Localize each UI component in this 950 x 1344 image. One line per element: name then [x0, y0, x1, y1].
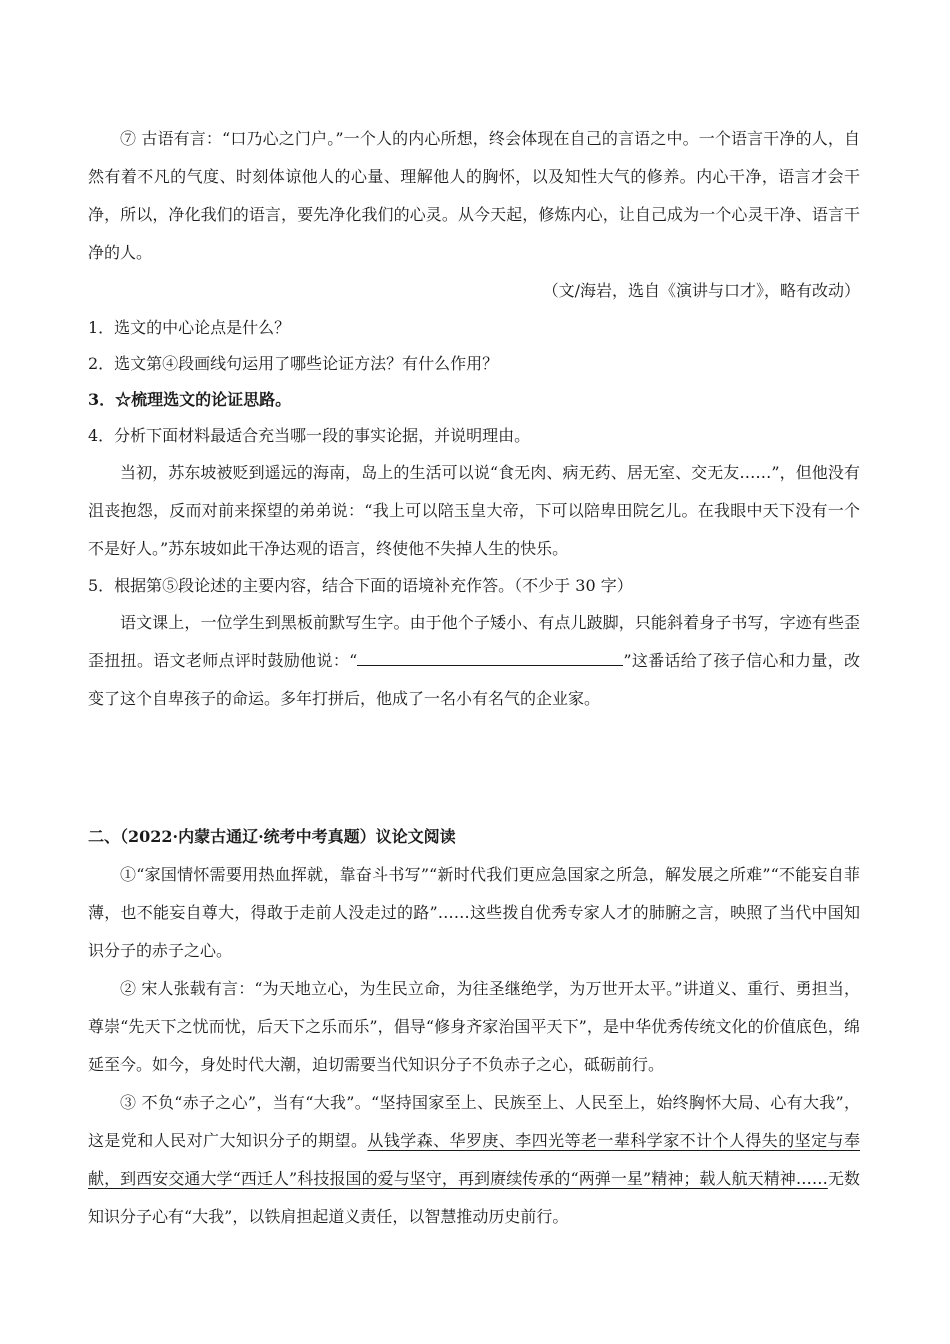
section-2-title: 二、（2022·内蒙古通辽·统考中考真题）议论文阅读 — [88, 827, 456, 846]
context-before: 语文课上，一位学生到黑板前默写生字。由于他个子矮小、有点儿跛脚，只能斜着身子书写，字迹有些歪歪扭扭。语文老师点评时鼓励他说：“ — [88, 613, 860, 670]
section-2-paragraph-3 — [88, 1084, 860, 1236]
answer-blank[interactable] — [357, 647, 623, 666]
question-3: 3．☆梳理选文的论证思路。 — [88, 390, 292, 409]
question-5: 5．根据第⑤段论述的主要内容，结合下面的语境补充作答。（不少于 30 字） — [88, 576, 633, 595]
section-2-paragraph-1: ①“家国情怀需要用热血挥就，靠奋斗书写”“新时代我们更应急国家之所急，解发展之所难”“不能妄自菲薄，也不能妄自尊大，得敢于走前人没走过的路”……这些拨自优秀专家人才的肺腑之言，映照了当代中国知识分子的赤子之心。 — [88, 865, 860, 960]
document-page — [88, 120, 860, 1236]
context-after: ”这番话给了孩子信心和力量，改变了这个自卑孩子的命运。多年打拼后，他成了一名小有名气的企业家。 — [88, 651, 860, 708]
paragraph-3-end: 无数知识分子心有“大我”，以铁肩担起道义责任，以智慧推动历史前行。 — [88, 1169, 860, 1226]
question-4-material: 当初，苏东坡被贬到遥远的海南，岛上的生活可以说“食无肉、病无药、居无室、交无友……”，但他没有沮丧抱怨，反而对前来探望的弟弟说：“我上可以陪玉皇大帝，下可以陪卑田院乞儿。在我眼中天下没有一个不是好人。”苏东坡如此干净达观的语言，终使他不失掉人生的快乐。 — [88, 463, 860, 558]
question-1: 1．选文的中心论点是什么？ — [88, 318, 291, 337]
question-2: 2．选文第④段画线句运用了哪些论证方法？有什么作用？ — [88, 354, 499, 373]
paragraph-7: ⑦ 古语有言：“口乃心之门户。”一个人的内心所想，终会体现在自己的言语之中。一个语言干净的人，自然有着不凡的气度、时刻体谅他人的心量、理解他人的胸怀，以及知性大气的修养。内心干净，语言才会干净，所以，净化我们的语言，要先净化我们的心灵。从今天起，修炼内心，让自己成为一个心灵干净、语言干净的人。 — [88, 129, 860, 262]
underlined-sentence: 从钱学森、华罗庚、李四光等老一辈科学家不计个人得失的坚定与奉献，到西安交通大学“西迁人”科技报国的爱与坚守，再到赓续传承的“两弹一星”精神；载人航天精神…… — [88, 1131, 860, 1188]
question-5-context — [88, 604, 860, 718]
question-4: 4．分析下面材料最适合充当哪一段的事实论据，并说明理由。 — [88, 426, 531, 445]
source-citation: （文/海岩，选自《演讲与口才》，略有改动） — [542, 281, 860, 300]
section-2-paragraph-2: ② 宋人张载有言：“为天地立心，为生民立命，为往圣继绝学，为万世开太平。”讲道义、重行、勇担当，尊崇“先天下之忧而忧，后天下之乐而乐”，倡导“修身齐家治国平天下”，是中华优秀传统文化的价值底色，绵延至今。如今，身处时代大潮，迫切需要当代知识分子不负赤子之心，砥砺前行。 — [88, 979, 860, 1074]
paragraph-3-start: ③ 不负“赤子之心”，当有“大我”。“坚持国家至上、民族至上、人民至上，始终胸怀大局、心有大我”，这是党和人民对广大知识分子的期望。 — [88, 1093, 860, 1150]
section-gap — [88, 718, 860, 818]
